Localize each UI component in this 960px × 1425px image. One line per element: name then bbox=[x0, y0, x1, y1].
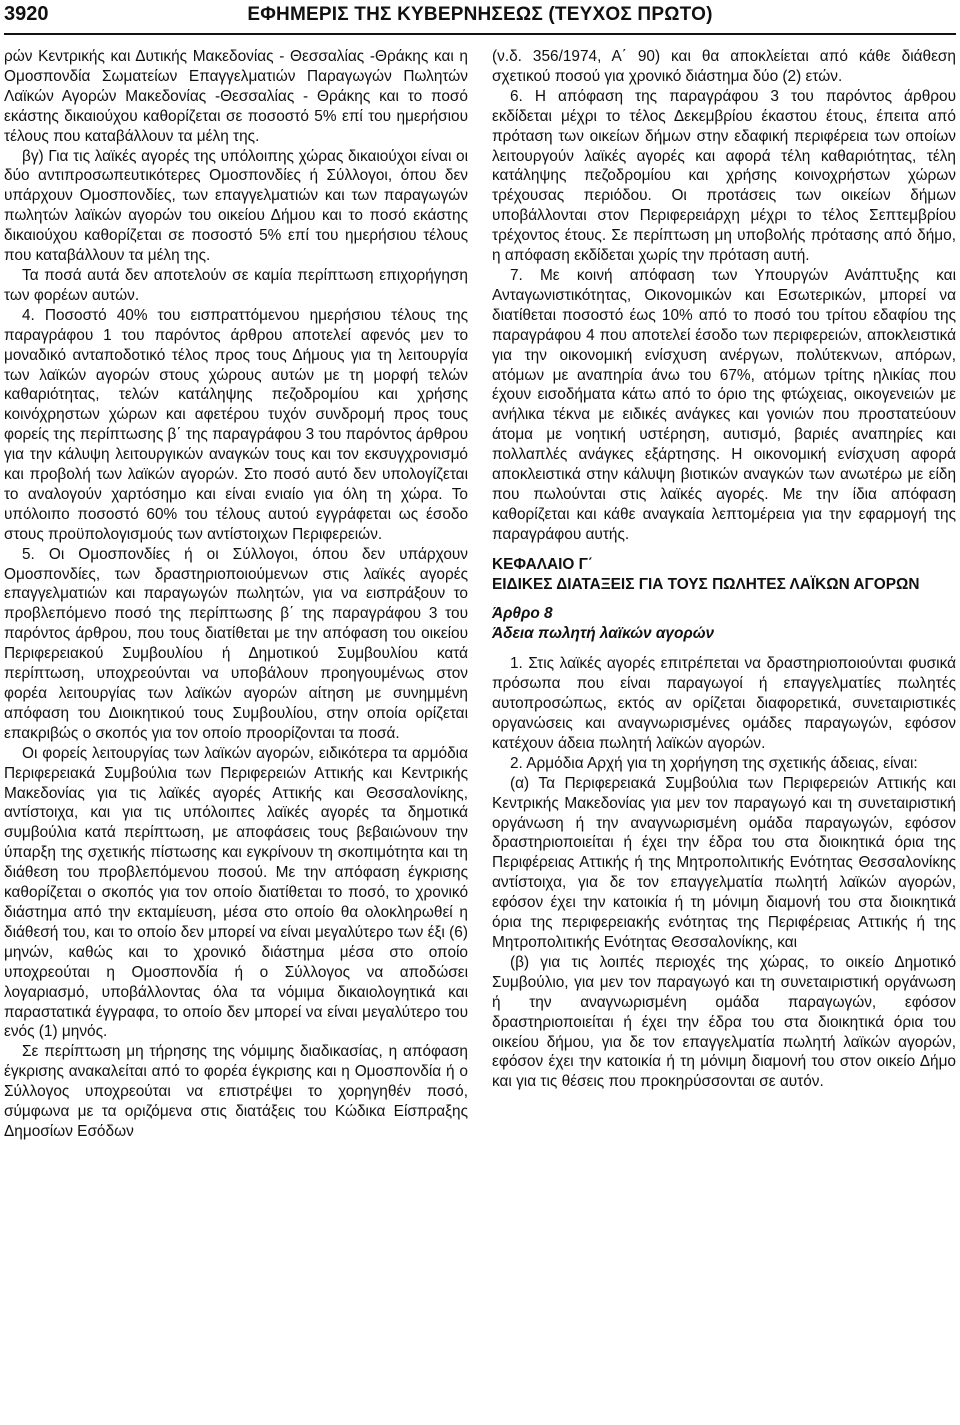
page-header bbox=[4, 0, 956, 35]
article-subtitle: Άδεια πωλητή λαϊκών αγορών bbox=[492, 625, 715, 643]
paragraph: 2. Αρμόδια Αρχή για τη χορήγηση της σχετικής άδειας, είναι: bbox=[510, 754, 918, 772]
paragraph: Τα ποσά αυτά δεν αποτελούν σε καμία περίπτωση επιχορήγηση των φορέων αυτών. bbox=[4, 266, 468, 304]
page-number: 3920 bbox=[4, 3, 49, 25]
left-column bbox=[4, 47, 468, 1142]
spacer bbox=[492, 644, 956, 654]
paragraph: Σε περίπτωση μη τήρησης της νόμιμης διαδικασίας, η απόφαση έγκρισης ανακαλείται από το φορέα έγκρισης και η Ομοσπονδία ή ο Σύλλογος υποχρεούται να επιστρέψει το χορηγηθέν ποσό, σύμφωνα με τα οριζόμενα στις διατάξεις του Κώδικα Είσπραξης Δημοσίων Εσόδων bbox=[4, 1043, 468, 1140]
paragraph: Οι φορείς λειτουργίας των λαϊκών αγορών, ειδικότερα τα αρμόδια Περιφερειακά Συμβούλια των Περιφερειών Αττικής και Κεντρικής Μακεδονίας για τις λαϊκές αγορές Αττικής και Θεσσαλονίκης, αντίστοιχα, και για τις υπόλοιπες λαϊκές αγορές τα δημοτικά συμβούλια κατά περίπτωση, με αποφάσεις τους βεβαιώνουν την ύπαρξη της σχετικής πίστωσης και εγκρίνουν τη σκοπιμότητα και τη διάθεση του προβλεπόμενου ποσού. Με την απόφαση έγκρισης καθορίζεται ο σκοπός για τον οποίο διατίθεται το ποσό, το χρονικό διάστημα από την εκταμίευση, μέσα στο οποίο θα ολοκληρωθεί η διάθεσή του, και το οποίο δεν μπορεί να είναι μεγαλύτερο των έξι (6) μηνών, καθώς και το χρονικό διάστημα μέσα στο οποίο υποχρεούται η Ομοσπονδία ή ο Σύλλογος να αποδώσει λογαριασμό, υποβάλλοντας όλα τα νόμιμα δικαιολογητικά και παραστατικά έγγραφα, το οποίο δεν μπορεί να είναι μεγαλύτερο του ενός (1) μηνός. bbox=[4, 744, 468, 1041]
right-column bbox=[492, 47, 956, 1142]
chapter-title: ΚΕΦΑΛΑΙΟ Γ΄ bbox=[492, 555, 593, 573]
article-title: Άρθρο 8 bbox=[492, 605, 553, 623]
paragraph: 4. Ποσοστό 40% του εισπραττόμενου ημερήσιου τέλους της παραγράφου 1 του παρόντος άρθρου αποτελεί αφενός μεν το μοναδικό ανταποδοτικό τέλος προς τους Δήμους για τη λειτουργία των λαϊκών αγορών στους χώρους αυτών με τη μορφή τελών καθαριότητας, τελών κατάληψης πεζοδρομίου και χρήσης κοινόχρηστων χώρων και αφετέρου τυχόν συνδρομή προς τους φορείς της περίπτωσης β΄ της παραγράφου 3 του παρόντος άρθρου για την κάλυψη λειτουργικών αναγκών τους και τον εκσυγχρονισμό και προβολή των λαϊκών αγορών. Στο ποσό αυτό δεν υπολογίζεται το αναλογούν χαρτόσημο και είναι ενιαίο για όλη τη χώρα. Το υπόλοιπο ποσοστό 60% του τέλους αυτού εγγράφεται ως έσοδο στους προϋπολογισμούς των αντίστοιχων Περιφερειών. bbox=[4, 306, 468, 543]
paragraph: 1. Στις λαϊκές αγορές επιτρέπεται να δραστηριοποιούνται φυσικά πρόσωπα που είναι παραγωγοί ή επαγγελματίες πωλητές αυτοπροσώπως, εκτός αν ορίζεται διαφορετικά, συνεταιριστικές οργανώσεις και αναγνωρισμένες ομάδες παραγωγών, εφόσον κατέχουν άδεια πωλητή λαϊκών αγορών. bbox=[492, 655, 956, 752]
paragraph: 5. Οι Ομοσπονδίες ή οι Σύλλογοι, όπου δεν υπάρχουν Ομοσπονδίες, των δραστηριοποιούμενων στις λαϊκές αγορές επαγγελματιών και παραγωγών πωλητών, για να εισπράξουν το προβλεπόμενο ποσό της περίπτωσης β΄ της παραγράφου 3 του παρόντος άρθρου, που τους διατίθεται με την απόφαση του οικείου Περιφερειακού Συμβουλίου ή Δημοτικού Συμβουλίου κατά περίπτωση, υποχρεούνται να υποβάλουν προηγουμένως στον φορέα λειτουργίας των λαϊκών αγορών αίτηση με συνημμένη απόφαση του Διοικητικού τους Συμβουλίου, στην οποία ορίζεται επακριβώς ο σκοπός για τον οποίο προορίζονται τα ποσά. bbox=[4, 545, 468, 742]
paragraph: βγ) Για τις λαϊκές αγορές της υπόλοιπης χώρας δικαιούχοι είναι οι δύο αντιπροσωπευτικότερες Ομοσπονδίες ή Σύλλογοι, όπου δεν υπάρχουν Ομοσπονδίες, των επαγγελματιών και των παραγωγών πωλητών λαϊκών αγορών του οικείου Δήμου και το ποσό εκάστης δικαιούχου καθορίζεται σε ποσοστό 5% επί του ημερήσιου τέλους που καταβάλλουν τα μέλη της. bbox=[4, 147, 468, 265]
spacer bbox=[492, 545, 956, 555]
paragraph: (ν.δ. 356/1974, Α΄ 90) και θα αποκλείεται από κάθε διάθεση σχετικού ποσού για χρονικό διάστημα δύο (2) ετών. bbox=[492, 48, 956, 85]
paragraph: 7. Με κοινή απόφαση των Υπουργών Ανάπτυξης και Ανταγωνιστικότητας, Οικονομικών και Εσωτερικών, μπορεί να διατίθεται ποσοστό έως 10% από το ποσό του τρίτου εδαφίου της παραγράφου 4 που αποτελεί έσοδο των περιφερειών, αποκλειστικά για την οικονομική ενίσχυση ανέργων, πολύτεκνων, απόρων, ατόμων με αναπηρία άνω του 67%, ατόμων τρίτης ηλικίας που έχουν εισοδήματα κάτω από το όριο της φτώχειας, οικογενειών με ανήλικα τέκνα με ειδικές ανάγκες και γονιών που προστατεύουν άτομα με νοητική υστέρηση, αυτισμό, βαριές αναπηρίες και πολλαπλές ανάγκες εξάρτησης. Η οικονομική ενίσχυση αφορά αποκλειστικά στην κάλυψη βιοτικών αναγκών των ανωτέρω με είδη που πωλούνται στις λαϊκές αγορές. Με την ίδια απόφαση καθορίζεται και κάθε αναγκαία λεπτομέρεια για την εφαρμογή της παραγράφου αυτής. bbox=[492, 266, 956, 543]
spacer bbox=[492, 594, 956, 604]
paragraph: (α) Τα Περιφερειακά Συμβούλια των Περιφερειών Αττικής και Κεντρικής Μακεδονίας για μεν τον παραγωγό και τη συνεταιριστική οργάνωση ή την αναγνωρισμένη ομάδα παραγωγών, εφόσον δραστηριοποιείται ή έχει την έδρα του στα διοικητικά όρια της Περιφέρειας Αττικής ή της Μητροπολιτικής Ενότητας Θεσσαλονίκης αντίστοιχα, για δε τον επαγγελματία πωλητή λαϊκών αγορών, εφόσον έχει την κατοικία ή τη μόνιμη διαμονή του στα διοικητικά όρια της περιφερειακής ενότητας της Περιφέρειας Αττικής ή της Μητροπολιτικής Ενότητας Θεσσαλονίκης, και bbox=[492, 774, 956, 951]
paragraph: (β) για τις λοιπές περιοχές της χώρας, το οικείο Δημοτικό Συμβούλιο, για μεν τον παραγωγό και τη συνεταιριστική οργάνωση ή την αναγνωρισμένη ομάδα παραγωγών, εφόσον δραστηριοποιείται ή έχει την έδρα του στα διοικητικά όρια του οικείου δήμου, για δε τον επαγγελματία πωλητή λαϊκών αγορών, εφόσον έχει την κατοικία ή τη μόνιμη διαμονή του στον οικείο Δήμο και για τις θέσεις που προκηρύσσονται σε αυτόν. bbox=[492, 953, 956, 1091]
paragraph: 6. Η απόφαση της παραγράφου 3 του παρόντος άρθρου εκδίδεται μέχρι το τέλος Δεκεμβρίου έκαστου έτους, έπειτα από πρόταση των οικείων δήμων στην εδαφική περιφέρεια των οποίων λειτουργούν λαϊκές αγορές και αφορά τέλη καθαριότητας, τέλη κατάληψης πεζοδρομίου και χρήσης κοινοχρήστων χώρων τρέχουσας περιόδου. Οι προτάσεις των οικείων δήμων υποβάλλονται στον Περιφερειάρχη μέχρι το τέλος Σεπτεμβρίου τρέχοντος έτους. Σε περίπτωση μη υποβολής πρότασης από δήμο, η απόφαση εκδίδεται χωρίς την πρόταση αυτή. bbox=[492, 87, 956, 265]
gazette-title: ΕΦΗΜΕΡΙΣ ΤΗΣ ΚΥΒΕΡΝΗΣΕΩΣ (ΤΕΥΧΟΣ ΠΡΩΤΟ) bbox=[247, 4, 713, 25]
paragraph: ρών Κεντρικής και Δυτικής Μακεδονίας - Θεσσαλίας -Θράκης και η Ομοσπονδία Σωματείων Επαγγελματιών Παραγωγών Πωλητών Λαϊκών Αγορών Μακεδονίας -Θεσσαλίας - Θράκης και το ποσό εκάστης δικαιούχου καθορίζεται σε ποσοστό 5% επί του ημερήσιου τέλους που καταβάλλουν τα μέλη της. bbox=[4, 48, 468, 145]
chapter-subtitle: ΕΙΔΙΚΕΣ ΔΙΑΤΑΞΕΙΣ ΓΙΑ ΤΟΥΣ ΠΩΛΗΤΕΣ ΛΑΪΚΩΝ ΑΓΟΡΩΝ bbox=[492, 575, 920, 593]
text-columns bbox=[4, 47, 956, 1142]
